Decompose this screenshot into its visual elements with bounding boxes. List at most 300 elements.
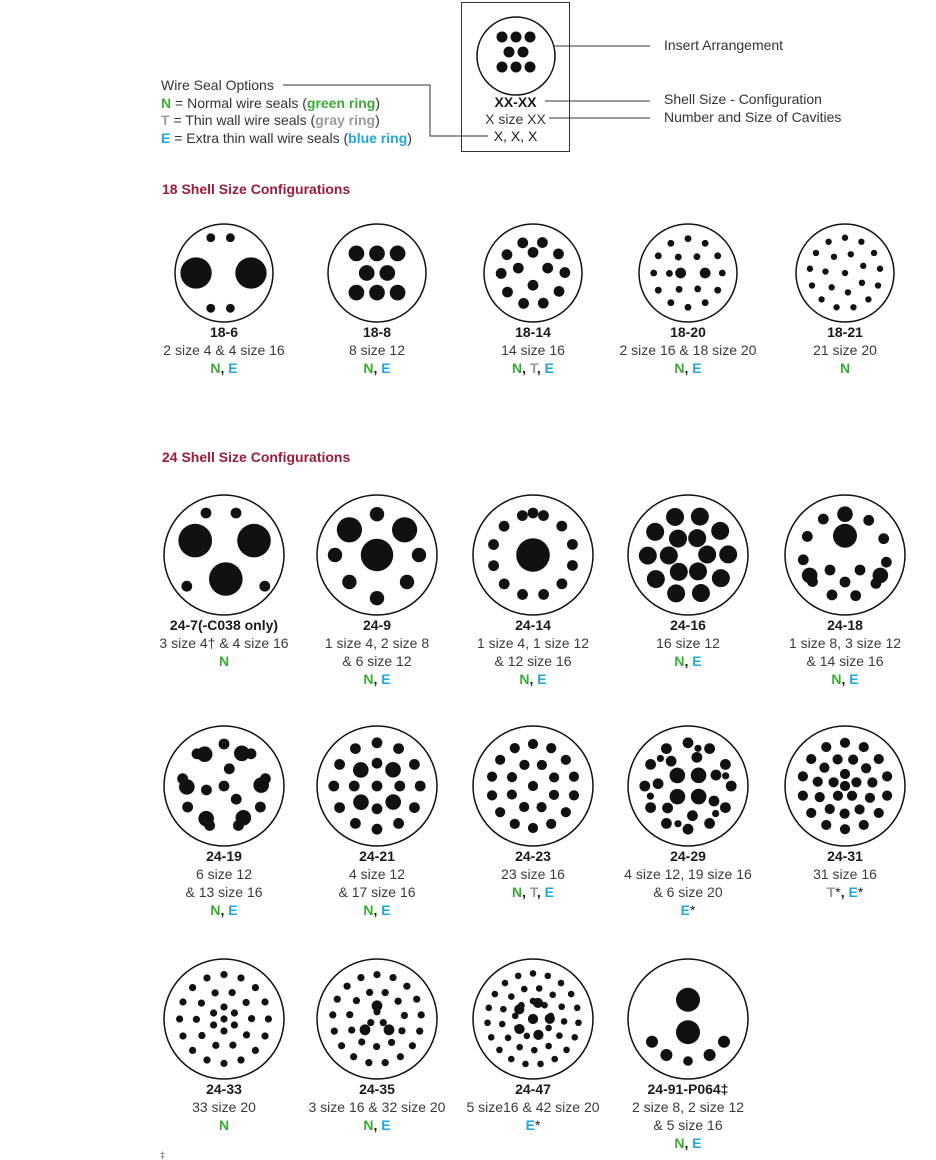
cavity [508,993,515,1000]
cavity [561,1018,568,1025]
cavity [401,1012,408,1019]
cavity [220,1003,227,1010]
cavity-description: & 12 size 16 [494,653,572,669]
cavity [840,738,850,748]
cavity [413,996,420,1003]
cavity [667,240,674,247]
cavity [691,768,707,784]
config-name: 24-7(-C038 only) [169,617,279,633]
cavity-description: 3 size 16 & 32 size 20 [308,1099,446,1115]
cavity-description: 3 size 4† & 4 size 16 [159,635,289,651]
cavity [653,778,664,789]
cavity [418,1011,425,1018]
cavity [229,989,236,996]
seal-code-e: E [692,653,702,669]
cavity [694,745,701,752]
cavity [492,991,499,998]
cavity [798,791,808,801]
cavity [807,266,813,272]
seal-options: T*, E* [826,884,864,900]
cavity [685,235,692,242]
cavity [561,807,571,817]
insert-arrangement-diagram [162,493,286,617]
config-name: 24-9 [362,617,392,633]
cavity [528,247,539,258]
cavity [180,257,211,288]
cavity-description: & 6 size 12 [342,653,412,669]
cavity [689,562,707,580]
cavity [201,508,212,519]
config-name: 24-21 [359,848,395,864]
cavity [342,575,356,589]
cavity [702,240,709,247]
seal-code-n: N [511,360,523,376]
cavity [365,1059,372,1066]
config-name: 24-14 [515,617,551,633]
cavity [382,1059,389,1066]
cavity [726,781,737,792]
cavity [840,577,851,588]
cavity [815,792,825,802]
cavity [203,974,210,981]
cavity [530,970,537,977]
seal-options [146,1116,302,1134]
cavity [522,1061,529,1068]
seal-options: E* [525,1117,541,1133]
seal-options [146,652,302,670]
cavity [569,790,579,800]
seal-options: N, E [519,671,547,687]
cavity [349,781,360,792]
seal-code-e: E [381,671,391,687]
cavity [334,759,345,770]
cavity [328,548,342,562]
cavity [372,781,383,792]
cavity [220,1060,227,1067]
cavity [848,755,858,765]
cavity [367,1019,374,1026]
cavity [871,250,877,256]
cavity [650,270,657,277]
cavity [531,1047,538,1054]
config-name: 24-35 [359,1081,395,1097]
insert-arrangement-diagram [315,493,439,617]
cavity [496,268,507,279]
cavity [833,791,843,801]
cavity [645,802,656,813]
cavity [350,1053,357,1060]
cavity [379,265,395,281]
cavity [189,984,196,991]
cavity [212,989,219,996]
seal-options: N, E [831,671,859,687]
config-name: 18-14 [515,324,551,340]
cavity [206,233,215,242]
insert-arrangement-diagram [315,957,439,1081]
cavity [358,1038,365,1045]
cavity [502,249,513,260]
cavity [558,1003,565,1010]
cavity [563,1047,570,1054]
cavity [389,974,396,981]
cavity [861,763,871,773]
cavity [380,1019,387,1026]
cavity [260,773,271,784]
cavity [495,807,505,817]
cavity [874,754,884,764]
config-name: 18-8 [362,324,392,340]
cavity [201,785,212,796]
cavity [662,803,673,814]
cavity [720,759,731,770]
cavity [825,804,835,814]
cavity [674,820,681,827]
config-name: 18-6 [209,324,239,340]
config-24-91-p064 [610,957,766,1152]
seal-options: N, E [363,671,391,687]
config-24-9 [299,493,455,688]
cavity [542,263,553,274]
cavity [237,1056,244,1063]
config-24-19 [146,724,302,919]
cavity [369,246,385,262]
cavity [343,983,350,990]
cavity [688,529,706,547]
config-18-6 [146,222,302,377]
cavity [528,781,538,791]
cavity [366,989,373,996]
cavity [382,989,389,996]
cavity [353,794,369,810]
cavity [395,998,402,1005]
config-18-14 [455,222,611,377]
cavity [798,771,808,781]
cavity [720,802,731,813]
cavity [528,823,538,833]
cavity [328,781,339,792]
cavity [676,1020,700,1044]
cavity [855,565,866,576]
cavity [704,1049,716,1061]
cavity [220,1027,227,1034]
cavity [372,758,383,769]
cavity [546,743,556,753]
cavity [510,743,520,753]
cavity [204,820,215,831]
cavity [416,1028,423,1035]
cavity [517,589,528,600]
cavity [661,818,672,829]
callout-insert: Insert Arrangement [664,37,784,53]
cavity-description: 16 size 12 [656,635,720,651]
cavity [179,1032,186,1039]
seal-options: N, E [210,902,238,918]
insert-arrangement-diagram [783,724,907,848]
cavity [840,781,850,791]
cavity [860,263,866,269]
cavity [798,554,809,565]
cavity [827,590,838,601]
seal-code-e: E [849,671,859,687]
cavity [499,579,510,590]
cavity [840,824,850,834]
config-name: 24-31 [827,848,863,864]
seal-code-n: N [363,671,374,687]
config-24-16 [610,493,766,670]
cavity [508,1056,515,1063]
seal-code-n: N [511,884,523,900]
cavity [514,1004,524,1014]
cavity [567,539,578,550]
cavity [220,971,227,978]
cavity [802,531,813,542]
cavity [517,510,528,521]
cavity [181,581,192,592]
cavity-description: 1 size 8, 3 size 12 [788,635,902,651]
cavity [722,772,729,779]
cavity [865,296,871,302]
cavity-description: 2 size 4 & 4 size 16 [163,342,285,358]
seal-code-e: E [525,1117,535,1133]
cavity [545,973,552,980]
legend-thin: T = Thin wall wire seals (gray ring) [161,112,380,128]
cavity [691,508,709,526]
cavity [675,254,682,261]
ring-blue: blue ring [348,130,408,146]
seal-code-t: T [529,360,537,376]
cavity [685,304,692,311]
cavity [813,250,819,256]
config-name: 18-20 [670,324,706,340]
cavity [569,772,579,782]
cavity [711,770,722,781]
cavity [178,524,212,558]
seal-code-n: N [363,360,374,376]
cavity [533,998,543,1008]
cavity [683,1056,693,1066]
cavity [806,754,816,764]
cavity [192,748,203,759]
cavity [338,1042,345,1049]
cavity [189,1047,196,1054]
cavity [806,808,816,818]
cavity [259,581,270,592]
cavity [875,282,881,288]
cavity [867,777,877,787]
cavity [392,517,417,542]
config-24-23 [455,724,611,901]
cavity [687,810,698,821]
seal-code-n: N [210,902,221,918]
config-name: 24-18 [827,617,863,633]
cavity [372,824,383,835]
insert-arrangement-diagram [315,724,439,848]
cavity [499,1021,506,1028]
cavity [666,270,673,277]
cavity [496,1047,503,1054]
cavity [819,763,829,773]
config-18-20 [610,222,766,377]
seal-options: N, E [674,1135,702,1151]
cavity [515,973,522,980]
insert-arrangement-diagram [471,957,595,1081]
cavity [709,796,720,807]
cavity-description: 1 size 4, 1 size 12 [476,635,590,651]
cavity-description: 1 size 4, 2 size 8 [324,635,430,651]
cavity [813,777,823,787]
cavity [528,508,539,519]
cavity [538,589,549,600]
insert-arrangement-diagram [326,222,428,324]
cavity [334,802,345,813]
cavity [346,1011,353,1018]
cavity [842,235,848,241]
insert-arrangement-diagram [637,222,739,324]
cavity-description: 31 size 16 [813,866,877,882]
key-size: X size XX [485,111,546,127]
cavity [224,763,235,774]
cavity [657,755,664,762]
section-title-24: 24 Shell Size Configurations [162,449,351,465]
cavity [881,557,892,568]
seal-code-n: N [363,1117,374,1133]
cavity [361,539,393,571]
seal-code-n: N [519,671,530,687]
cavity-description: & 5 size 16 [653,1117,723,1133]
cavity [551,1056,558,1063]
section-title-18: 18 Shell Size Configurations [162,181,351,197]
cavity [198,999,205,1006]
cavity [499,521,510,532]
cavity [683,824,694,835]
seal-options [767,359,923,377]
legend-normal: N = Normal wire seals (green ring) [161,95,381,111]
seal-code-e: E [381,902,391,918]
cavity [369,285,385,301]
cavity [683,737,694,748]
cavity [370,507,384,521]
cavity [712,810,719,817]
cavity [353,997,360,1004]
cavity [568,991,575,998]
cavity [252,984,259,991]
cavity [394,781,405,792]
cavity [554,286,565,297]
cavity [514,1024,524,1034]
cavity [661,743,672,754]
cavity [676,988,700,1012]
cavity [373,1043,380,1050]
cavity [833,754,843,764]
cavity [538,298,549,309]
config-24-14 [455,493,611,688]
cavity [714,287,721,294]
cavity [676,286,683,293]
seal-code-e: E [544,360,555,376]
seal-options: E* [680,902,696,918]
cavity [409,759,420,770]
cavity [882,771,892,781]
cavity [231,1009,238,1016]
insert-arrangement-diagram [794,222,896,324]
insert-arrangement-diagram [482,222,584,324]
cavity [719,270,726,277]
config-24-31 [767,724,923,901]
cavity [667,584,685,602]
cavity [385,794,401,810]
cavity [353,762,369,778]
cavity [502,980,509,987]
cavity [219,781,230,792]
cavity [549,790,559,800]
cavity-description: 4 size 12, 19 size 16 [624,866,752,882]
cavity [518,298,529,309]
cavity-description: 14 size 16 [501,342,565,358]
cavity [818,514,829,525]
cavity [871,578,882,589]
cavity [212,1042,219,1049]
cavity [349,285,365,301]
cavity [851,777,861,787]
config-name: 24-33 [206,1081,242,1097]
cavity [348,1027,355,1034]
cavity [556,521,567,532]
cavity [390,246,406,262]
cavity [226,304,235,313]
cavity [859,820,869,830]
cavity [850,304,856,310]
cavity [859,742,869,752]
seal-code-n: N [210,360,221,376]
seal-code-n: N [674,1135,685,1151]
cavity [412,548,426,562]
cavity [877,266,883,272]
seal-options: N, T, E [511,884,555,900]
seal-code-n: N [363,902,374,918]
config-name: 24-91-P064‡ [647,1081,729,1097]
cavity [261,998,268,1005]
cavity [261,1032,268,1039]
cavity [840,769,850,779]
cavity [718,1036,730,1048]
cavity [528,1014,538,1024]
seal-code-t: T [161,112,170,128]
cavity [874,808,884,818]
cavity [639,547,657,565]
cavity [655,287,662,294]
cavity [675,268,686,279]
cavity [203,1056,210,1063]
ring-gray: gray ring [315,112,376,128]
cavity [409,802,420,813]
callout-shell: Shell Size - Configuration [664,91,822,107]
cavity [350,743,361,754]
cavity [863,515,874,526]
cavity [176,1015,183,1022]
cavity [825,239,831,245]
cavity [704,818,715,829]
config-name: 24-23 [515,848,551,864]
cavity [646,523,664,541]
cavity [331,1028,338,1035]
cavity [360,1024,371,1035]
seal-options: N, E [363,1117,391,1133]
cavity [660,1049,672,1061]
config-name: 24-16 [670,617,706,633]
insert-arrangement-diagram [173,222,275,324]
cavity [704,743,715,754]
cavity [878,533,889,544]
